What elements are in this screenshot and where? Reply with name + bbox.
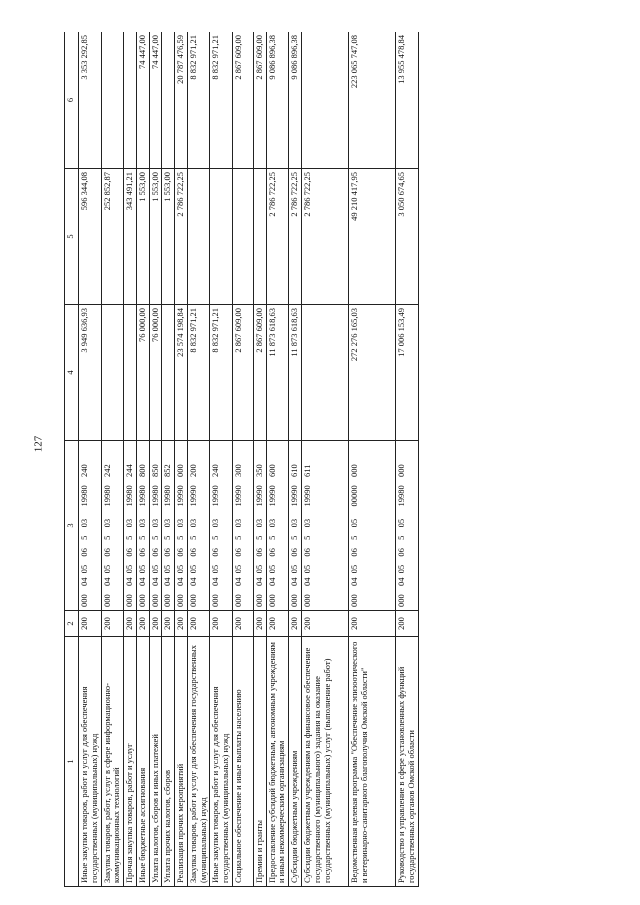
- row-value-col4: [124, 305, 137, 441]
- table-body: [79, 32, 419, 887]
- table-row: [136, 32, 149, 887]
- row-value-col4: 76 000,00: [136, 305, 149, 441]
- row-value-col5: 49 210 417,95: [349, 169, 396, 305]
- row-value-col4: 2 867 609,00: [232, 305, 253, 441]
- table-row: [302, 32, 349, 887]
- row-value-col5: 252 852,87: [101, 169, 124, 305]
- table-row: [349, 32, 396, 887]
- row-value-col6: 3 353 292,85: [79, 32, 102, 169]
- row-value-col5: 1 553,00: [162, 169, 175, 305]
- row-value-col5: 596 344,08: [79, 169, 102, 305]
- row-admin-code: 200: [149, 611, 162, 637]
- row-value-col4: 17 006 153,49: [396, 305, 419, 441]
- row-name: Ведомственная целевая программа "Обеспечение эпизоотического и ветеринарно-санитарного благополучия Омской области": [349, 637, 396, 887]
- row-name: Иные бюджетные ассигнования: [136, 637, 149, 887]
- table-row: [149, 32, 162, 887]
- row-classification-code: 000 04 05 06 5 03 19990 300: [232, 441, 253, 611]
- row-value-col6: 2 867 609,00: [232, 32, 253, 169]
- row-value-col6: 223 065 747,08: [349, 32, 396, 169]
- row-classification-code: 000 04 05 06 5 03 19990 610: [289, 441, 302, 611]
- row-value-col6: 8 832 971,21: [210, 32, 233, 169]
- row-name: Руководство и управление в сфере установленных функций государственных органов Омской области: [396, 637, 419, 887]
- row-name: Закупка товаров, работ и услуг для обеспечения государственных (муниципальных) нужд: [187, 637, 210, 887]
- row-value-col4: 23 574 198,84: [175, 305, 188, 441]
- row-value-col6: [124, 32, 137, 169]
- row-admin-code: 200: [396, 611, 419, 637]
- row-value-col6: [162, 32, 175, 169]
- row-classification-code: 000 04 05 06 5 05 00000 000: [349, 441, 396, 611]
- table-row: [253, 32, 266, 887]
- row-admin-code: 200: [79, 611, 102, 637]
- row-name: Субсидии бюджетным учреждениям на финансовое обеспечение государственного (муниципального) задания на оказание государственных (муниципальных) услуг (выполнение работ): [302, 637, 349, 887]
- row-admin-code: 200: [136, 611, 149, 637]
- row-value-col4: 76 000,00: [149, 305, 162, 441]
- table-row: [232, 32, 253, 887]
- table-row: [175, 32, 188, 887]
- row-name: Социальное обеспечение и иные выплаты населению: [232, 637, 253, 887]
- header-col-3: 3: [65, 441, 79, 611]
- row-value-col4: [101, 305, 124, 441]
- row-value-col4: [302, 305, 349, 441]
- rotated-page: [64, 32, 620, 887]
- row-admin-code: 200: [175, 611, 188, 637]
- table-row: [79, 32, 102, 887]
- table-row: [101, 32, 124, 887]
- row-name: Уплата прочих налогов, сборов: [162, 637, 175, 887]
- page-number: 127: [32, 435, 45, 453]
- row-classification-code: 000 04 05 06 5 03 19980 240: [79, 441, 102, 611]
- row-admin-code: 200: [232, 611, 253, 637]
- row-value-col5: 1 553,00: [149, 169, 162, 305]
- table-row: [289, 32, 302, 887]
- row-admin-code: 200: [302, 611, 349, 637]
- row-admin-code: 200: [101, 611, 124, 637]
- row-admin-code: 200: [124, 611, 137, 637]
- row-value-col5: [210, 169, 233, 305]
- row-value-col6: [101, 32, 124, 169]
- table-row: [210, 32, 233, 887]
- row-value-col4: 8 832 971,21: [187, 305, 210, 441]
- row-value-col5: 2 786 722,25: [266, 169, 289, 305]
- row-admin-code: 200: [349, 611, 396, 637]
- row-value-col6: 74 447,00: [136, 32, 149, 169]
- budget-table: [64, 32, 419, 887]
- row-classification-code: 000 04 05 06 5 03 19980 242: [101, 441, 124, 611]
- row-value-col5: 2 786 722,25: [302, 169, 349, 305]
- row-value-col5: 343 491,21: [124, 169, 137, 305]
- row-admin-code: 200: [187, 611, 210, 637]
- row-value-col6: 9 086 896,38: [289, 32, 302, 169]
- row-value-col4: 272 276 165,03: [349, 305, 396, 441]
- row-value-col5: [232, 169, 253, 305]
- header-col-2: 2: [65, 611, 79, 637]
- row-value-col4: 3 949 636,93: [79, 305, 102, 441]
- row-value-col5: [187, 169, 210, 305]
- row-name: Предоставление субсидий бюджетным, автономным учреждениям и иным некоммерческим организациям: [266, 637, 289, 887]
- row-classification-code: 000 04 05 06 5 03 19990 350: [253, 441, 266, 611]
- row-name: Прочая закупка товаров, работ и услуг: [124, 637, 137, 887]
- row-name: Реализация прочих мероприятий: [175, 637, 188, 887]
- row-classification-code: 000 04 05 06 5 05 19980 000: [396, 441, 419, 611]
- row-value-col5: 2 786 722,25: [175, 169, 188, 305]
- row-value-col4: 8 832 971,21: [210, 305, 233, 441]
- row-value-col5: 1 553,00: [136, 169, 149, 305]
- row-value-col6: 74 447,00: [149, 32, 162, 169]
- table-row: [266, 32, 289, 887]
- row-value-col6: 13 955 478,84: [396, 32, 419, 169]
- row-name: Закупка товаров, работ, услуг в сфере информационно-коммуникационных технологий: [101, 637, 124, 887]
- row-classification-code: 000 04 05 06 5 03 19990 240: [210, 441, 233, 611]
- row-admin-code: 200: [289, 611, 302, 637]
- row-name: Иные закупки товаров, работ и услуг для обеспечения государственных (муниципальных) нужд: [210, 637, 233, 887]
- row-name: Субсидии бюджетным учреждениям: [289, 637, 302, 887]
- row-value-col4: 2 867 609,00: [253, 305, 266, 441]
- row-value-col5: 3 050 674,65: [396, 169, 419, 305]
- table-row: [124, 32, 137, 887]
- row-value-col5: [253, 169, 266, 305]
- header-col-1: 1: [65, 637, 79, 887]
- table-row: [396, 32, 419, 887]
- row-name: Уплата налогов, сборов и иных платежей: [149, 637, 162, 887]
- row-admin-code: 200: [210, 611, 233, 637]
- row-admin-code: 200: [162, 611, 175, 637]
- row-classification-code: 000 04 05 06 5 03 19980 852: [162, 441, 175, 611]
- row-classification-code: 000 04 05 06 5 03 19990 600: [266, 441, 289, 611]
- row-value-col6: 20 787 476,59: [175, 32, 188, 169]
- row-classification-code: 000 04 05 06 5 03 19980 850: [149, 441, 162, 611]
- row-value-col5: 2 786 722,25: [289, 169, 302, 305]
- row-classification-code: 000 04 05 06 5 03 19990 200: [187, 441, 210, 611]
- row-classification-code: 000 04 05 06 5 03 19980 244: [124, 441, 137, 611]
- table-row: [162, 32, 175, 887]
- header-col-6: 6: [65, 32, 79, 169]
- row-name: Иные закупки товаров, работ и услуг для обеспечения государственных (муниципальных) нужд: [79, 637, 102, 887]
- row-classification-code: 000 04 05 06 5 03 19990 611: [302, 441, 349, 611]
- budget-table-container: [64, 32, 620, 887]
- row-value-col6: [302, 32, 349, 169]
- row-admin-code: 200: [266, 611, 289, 637]
- header-col-5: 5: [65, 169, 79, 305]
- row-classification-code: 000 04 05 06 5 03 19990 000: [175, 441, 188, 611]
- row-value-col6: 2 867 609,00: [253, 32, 266, 169]
- row-classification-code: 000 04 05 06 5 03 19980 800: [136, 441, 149, 611]
- table-header-row: [65, 32, 79, 887]
- header-col-4: 4: [65, 305, 79, 441]
- row-admin-code: 200: [253, 611, 266, 637]
- row-value-col6: 9 086 896,38: [266, 32, 289, 169]
- row-value-col4: [162, 305, 175, 441]
- row-name: Премии и гранты: [253, 637, 266, 887]
- table-row: [187, 32, 210, 887]
- row-value-col4: 11 873 618,63: [289, 305, 302, 441]
- row-value-col4: 11 873 618,63: [266, 305, 289, 441]
- row-value-col6: 8 832 971,21: [187, 32, 210, 169]
